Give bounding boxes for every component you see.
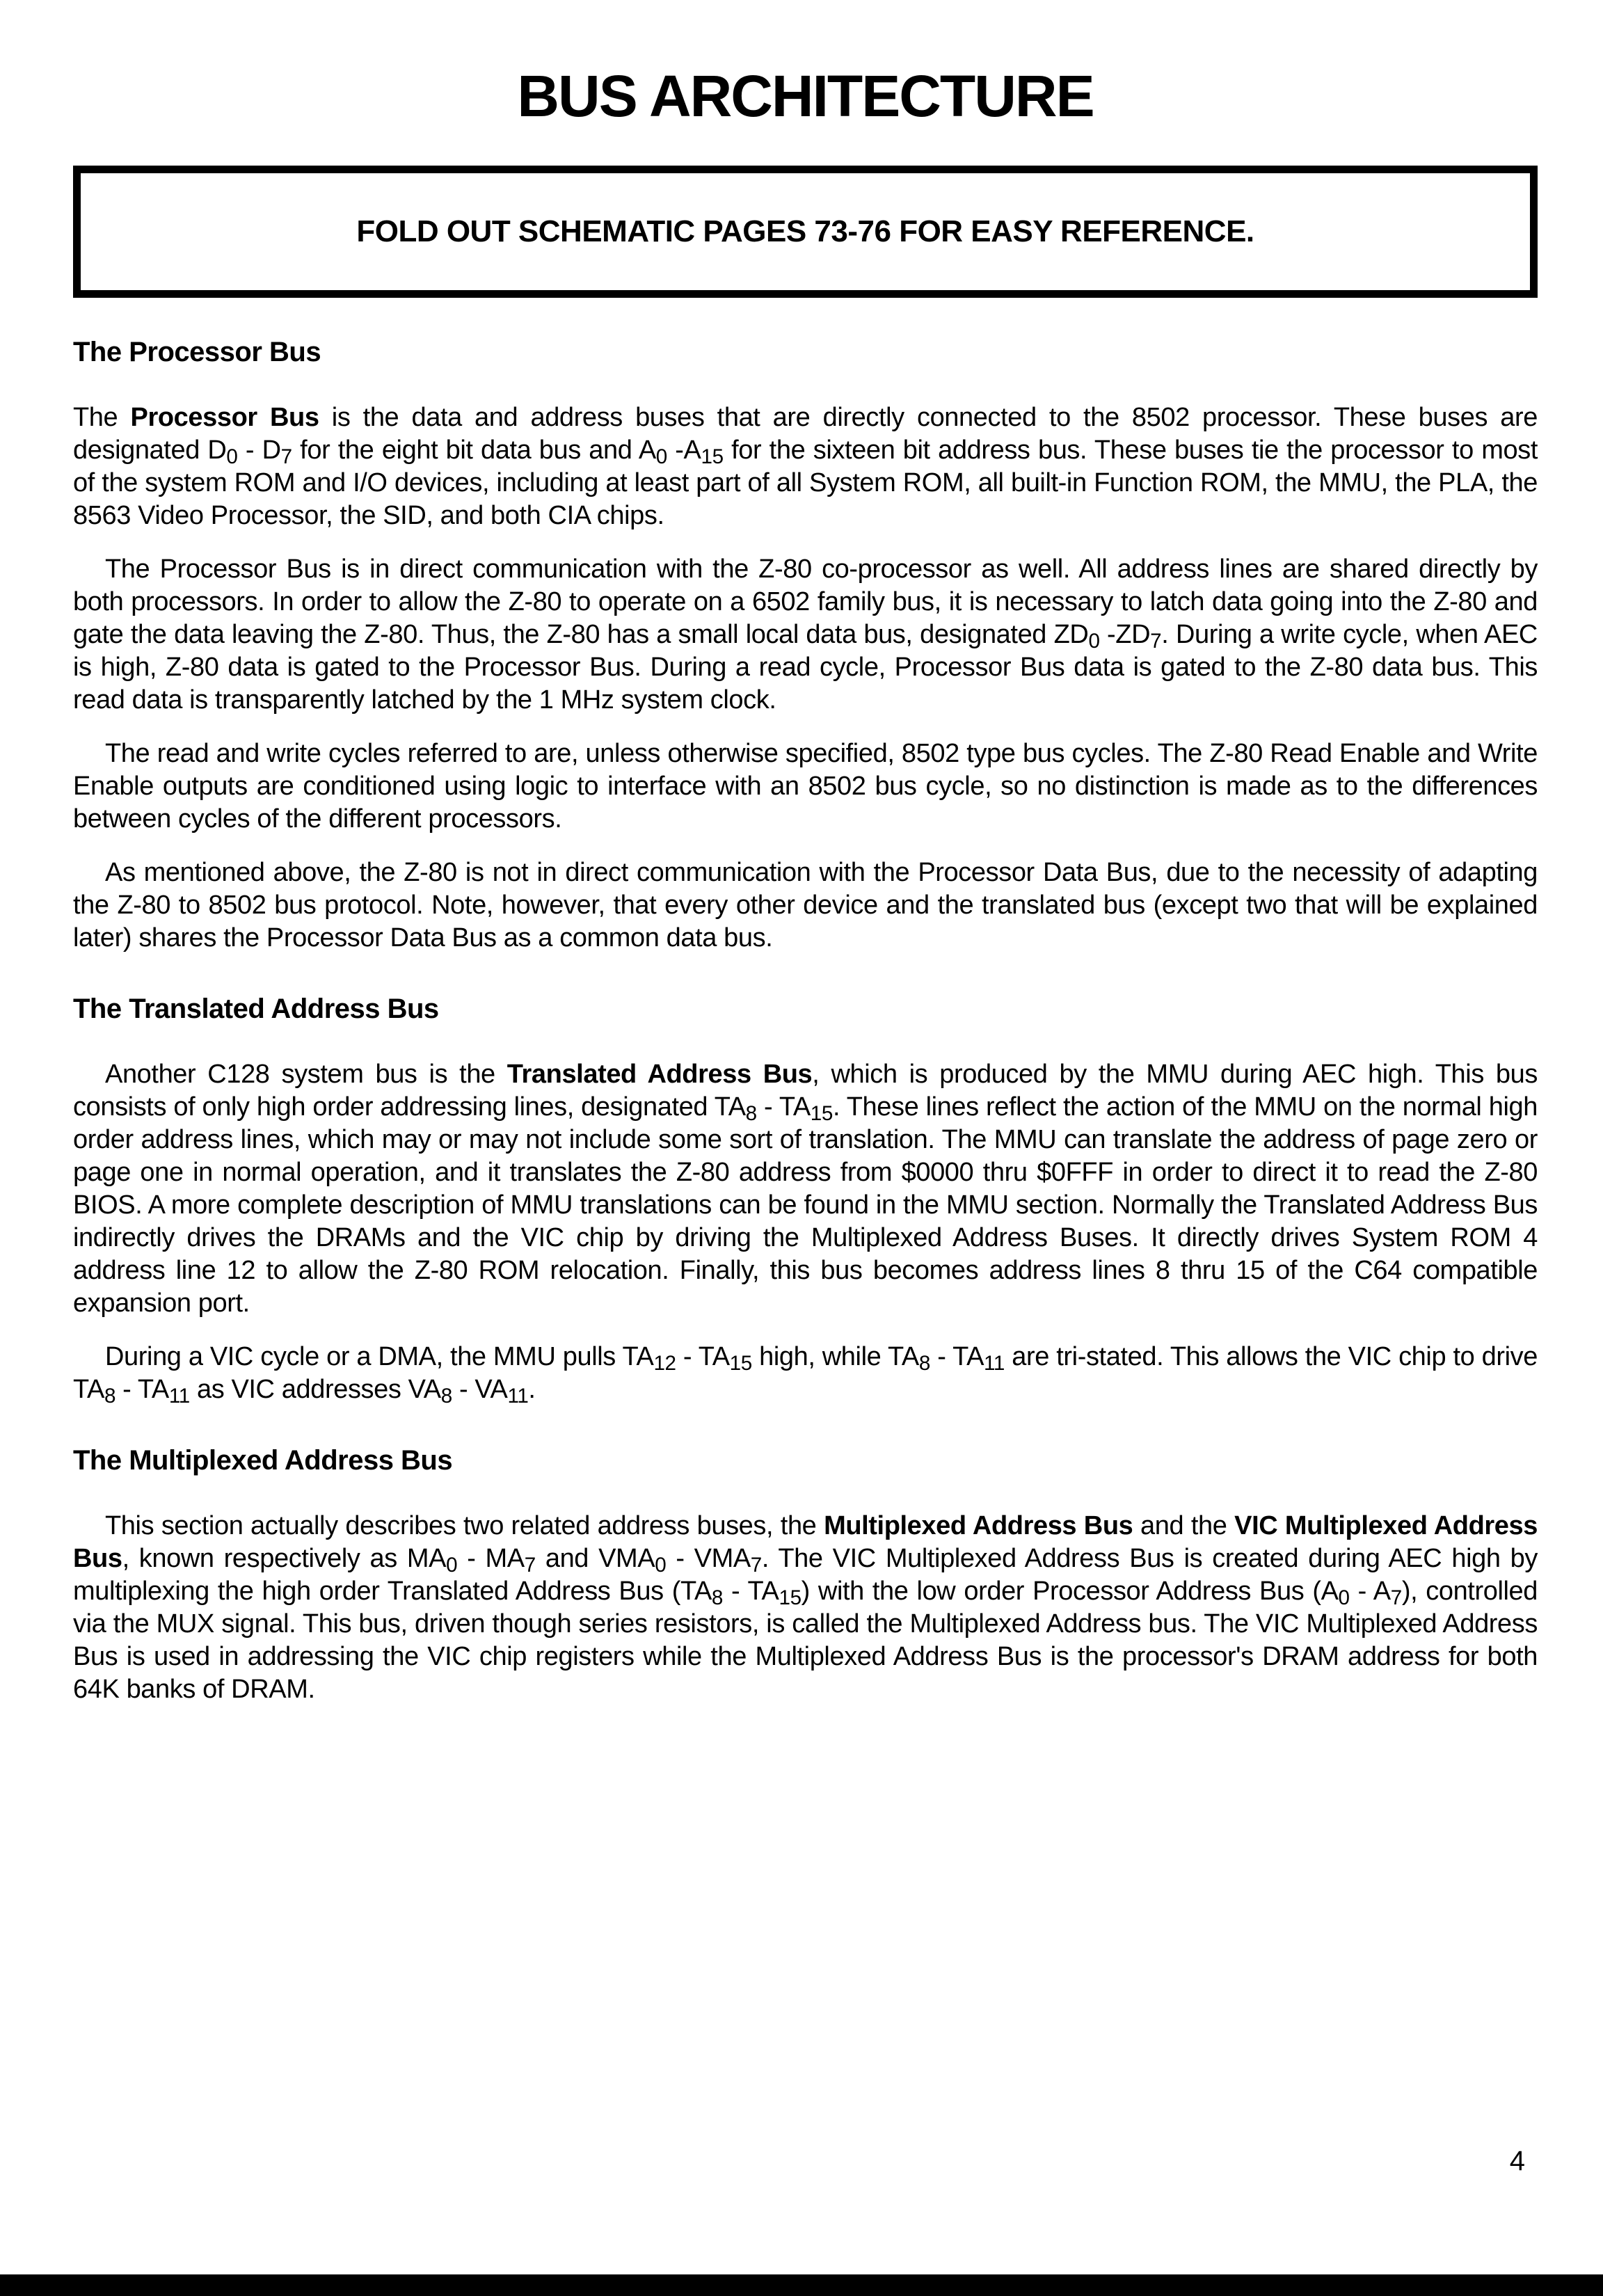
subscript-run: 7 [1390, 1586, 1402, 1609]
subscript-run: 11 [168, 1384, 190, 1408]
text-run: - MA [457, 1544, 525, 1573]
text-run: - TA [115, 1375, 169, 1404]
paragraph [73, 401, 1538, 532]
text-run: Another C128 system bus is the [105, 1060, 507, 1089]
text-run: - TA [756, 1092, 811, 1122]
text-run: , which is produced by the MMU during AEC high. This bus consists of only high order addressing lines, designated TA [73, 1060, 1538, 1122]
section-heading: The Translated Address Bus [73, 994, 439, 1024]
text-run: for the eight bit data bus and A [292, 436, 656, 465]
page-title: BUS ARCHITECTURE [517, 63, 1094, 129]
subscript-run: 0 [655, 1553, 667, 1577]
text-run: - TA [676, 1342, 730, 1371]
subscript-run: 0 [1338, 1586, 1350, 1609]
bold-run: Multiplexed Address Bus [824, 1511, 1133, 1540]
text-run: -A [667, 436, 701, 465]
paragraph [73, 856, 1538, 955]
text-run: . These lines reflect the action of the MMU on the normal high order address lines, which may or may not include some sort of translation. The MMU can translate the address of page zero or page one in normal operation, and it translates the Z-80 address from $0000 thru $0FFF in order to direct it to read the Z-80 BIOS. A more complete description of MMU translations can be found in the MMU section. Normally the Translated Address Bus indirectly drives the DRAMs and the VIC chip by driving the Multiplexed Address Buses. It directly drives System ROM 4 address line 12 to allow the Z-80 ROM relocation. Finally, this bus becomes address lines 8 thru 15 of the C64 compatible expansion port. [73, 1092, 1538, 1318]
text-run: - VMA [666, 1544, 751, 1573]
text-run: . During a write cycle, when AEC is high, Z-80 data is gated to the Processor Bus. During a read cycle, Processor Bus data is gated to the Z-80 data bus. This read data is transparently latched by the 1 MHz system clock. [73, 620, 1538, 715]
subscript-run: 8 [918, 1351, 930, 1375]
page-number: 4 [1509, 2146, 1525, 2176]
bold-run: Processor Bus [130, 403, 319, 432]
text-run: and the [1133, 1511, 1235, 1540]
text-run: During a VIC cycle or a DMA, the MMU pulls TA [105, 1342, 654, 1371]
text-run: is the data and address buses that are directly connected to the 8502 processor. These buses are designated D [73, 403, 1538, 465]
subscript-run: 7 [524, 1553, 536, 1577]
paragraph [73, 1341, 1538, 1406]
text-run: - D [237, 436, 281, 465]
subscript-run: 15 [810, 1101, 833, 1125]
subscript-run: 8 [745, 1101, 757, 1125]
text-run: for the sixteen bit address bus. These buses tie the processor to most of the system ROM and I/O devices, including at least part of all System ROM, all built-in Function ROM, the MMU, the PLA, the 8563 Video Processor, the SID, and both CIA chips. [73, 436, 1538, 530]
text-run: , known respectively as MA [122, 1544, 447, 1573]
text-run: - TA [930, 1342, 984, 1371]
subscript-run: 0 [446, 1553, 458, 1577]
subscript-run: 12 [653, 1351, 676, 1375]
subscript-run: 11 [507, 1384, 529, 1408]
page-content [0, 63, 1603, 1706]
notice-box [73, 166, 1538, 298]
text-run: As mentioned above, the Z-80 is not in direct communication with the Processor Data Bus, due to the necessity of adapting the Z-80 to 8502 bus protocol. Note, however, that every other device and the translated bus (except two that will be explained later) shares the Processor Data Bus as a common data bus. [73, 858, 1538, 952]
paragraph [73, 553, 1538, 717]
bold-run: Translated Address Bus [507, 1060, 813, 1089]
text-run: as VIC addresses VA [189, 1375, 441, 1404]
content-sections [73, 337, 1538, 1706]
paragraph [73, 738, 1538, 836]
subscript-run: 8 [104, 1384, 116, 1408]
paragraph [73, 1510, 1538, 1706]
text-run: - A [1349, 1577, 1391, 1606]
text-run: and VMA [535, 1544, 655, 1573]
text-run: - TA [722, 1577, 779, 1606]
subscript-run: 11 [984, 1351, 1005, 1375]
subscript-run: 7 [1150, 629, 1162, 653]
text-run: high, while TA [751, 1342, 919, 1371]
page-edge-bar [0, 2274, 1603, 2296]
paragraph [73, 1058, 1538, 1320]
text-run: . The VIC Multiplexed Address Bus is created during AEC high by multiplexing the high order Translated Address Bus (TA [73, 1544, 1538, 1606]
text-run: - VA [452, 1375, 508, 1404]
text-run: The [73, 403, 131, 432]
subscript-run: 0 [1088, 629, 1100, 653]
subscript-run: 15 [701, 445, 724, 468]
section-heading: The Processor Bus [73, 337, 321, 367]
section-heading: The Multiplexed Address Bus [73, 1445, 453, 1476]
text-run: ), controlled via the MUX signal. This bus, driven though series resistors, is called the Multiplexed Address bus. The VIC Multiplexed Address Bus is used in addressing the VIC chip registers while the Multiplexed Address Bus is the processor's DRAM address for both 64K banks of DRAM. [73, 1577, 1538, 1704]
subscript-run: 0 [226, 445, 238, 468]
text-run: ) with the low order Processor Address Bus (A [801, 1577, 1339, 1606]
text-run: This section actually describes two related address buses, the [105, 1511, 824, 1540]
subscript-run: 7 [280, 445, 292, 468]
text-run: -ZD [1099, 620, 1151, 649]
subscript-run: 0 [655, 445, 667, 468]
subscript-run: 15 [779, 1586, 802, 1609]
text-run: are tri-stated. This allows the VIC chip to drive TA [73, 1342, 1538, 1404]
subscript-run: 7 [750, 1553, 762, 1577]
subscript-run: 8 [711, 1586, 723, 1609]
text-run: . [528, 1375, 536, 1404]
subscript-run: 15 [729, 1351, 752, 1375]
text-run: The Processor Bus is in direct communication with the Z-80 co-processor as well. All address lines are shared directly by both processors. In order to allow the Z-80 to operate on a 6502 family bus, it is necessary to latch data going into the Z-80 and gate the data leaving the Z-80. Thus, the Z-80 has a small local data bus, designated ZD [73, 555, 1538, 649]
subscript-run: 8 [440, 1384, 452, 1408]
text-run: The read and write cycles referred to are, unless otherwise specified, 8502 type bus cycles. The Z-80 Read Enable and Write Enable outputs are conditioned using logic to interface with an 8502 bus cycle, so no distinction is made as to the differences between cycles of the different processors. [73, 739, 1538, 834]
notice-text: FOLD OUT SCHEMATIC PAGES 73-76 FOR EASY REFERENCE. [356, 214, 1254, 248]
bold-run: VIC Multiplexed Address Bus [73, 1511, 1538, 1573]
